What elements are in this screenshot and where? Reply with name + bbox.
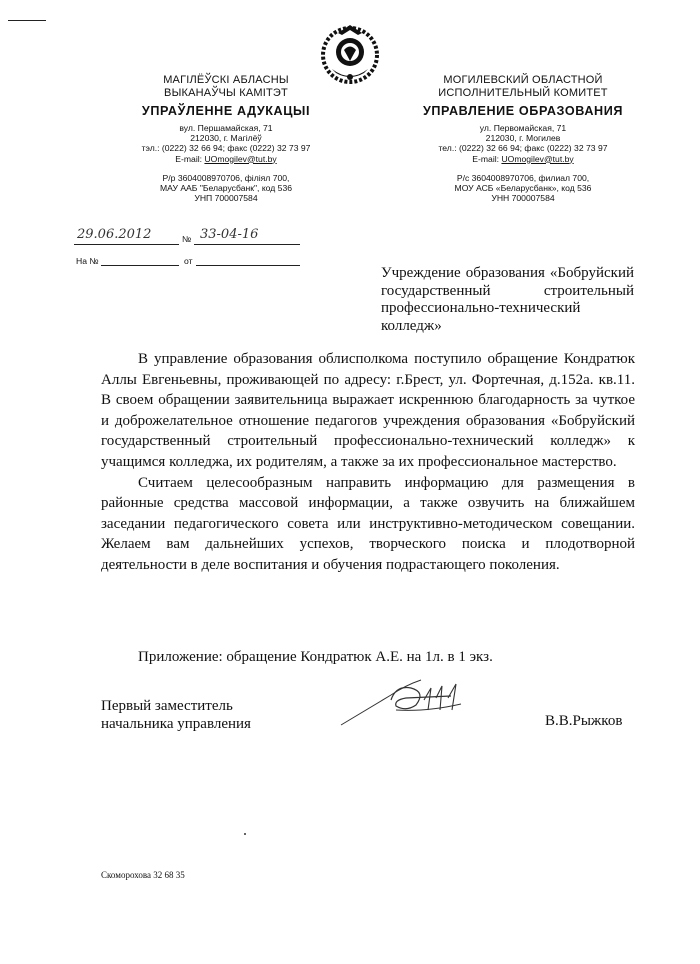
header-right-address-line1: ул. Первомайская, 71 xyxy=(479,123,567,133)
body-paragraph-2: Считаем целесообразным направить информацию для размещения в районные средства массовой информации, а также озвучить на ближайшем заседании педагогического совета или инструктивно-методическом совещании. Желаем вам дальнейших успехов, творческого поиска и плодотворной деятельности в деле воспитания и обучения подрастающего поколения. xyxy=(101,474,635,573)
incoming-date-label: от xyxy=(184,256,193,266)
header-left-email-label: E-mail: xyxy=(175,153,205,164)
incoming-date-line xyxy=(196,265,300,266)
handwritten-number: 33-04-16 xyxy=(200,227,259,242)
addressee: Учреждение образования «Бобруйский государственный строительный профессионально-технический колледж» xyxy=(381,265,634,334)
header-left-dept: УПРАЎЛЕННЕ АДУКАЦЫІ xyxy=(141,104,311,118)
signatory-title-line1: Первый заместитель xyxy=(101,698,233,714)
header-right-bank-line1: Р/с 3604008970706, филиал 700, xyxy=(456,172,590,183)
stray-dot xyxy=(244,833,246,835)
signatory-title xyxy=(101,697,251,733)
header-right-email-label: E-mail: xyxy=(472,153,502,164)
header-left-phone: тэл.: (0222) 32 66 94; факс (0222) 32 73 97 xyxy=(141,143,311,154)
header-left-bank-line2: МАУ ААБ "Беларусбанк", код 536 xyxy=(159,183,293,194)
header-right-bank-line3: УНН 700007584 xyxy=(491,193,555,204)
top-margin-line xyxy=(8,20,46,21)
incoming-number-line xyxy=(101,265,179,266)
appendix-line: Приложение: обращение Кондратюк А.Е. на 1л. в 1 экз. xyxy=(138,649,493,665)
header-left xyxy=(92,74,360,203)
header-right xyxy=(389,74,657,203)
header-left-email-link[interactable]: UOmogilev@tut.by xyxy=(204,153,277,164)
incoming-number-label: На № xyxy=(76,256,99,266)
letter-body xyxy=(101,349,635,576)
header-right-phone: тел.: (0222) 32 66 94; факс (0222) 32 73 97 xyxy=(438,143,608,154)
header-left-org-line2: ВЫКАНАЎЧЫ КАМІТЭТ xyxy=(164,87,288,99)
outgoing-number-label: № xyxy=(182,234,192,244)
header-right-address-line2: 212030, г. Могилев xyxy=(485,133,561,144)
handwritten-date: 29.06.2012 xyxy=(77,227,152,242)
body-paragraph-1: В управление образования облисполкома поступило обращение Кондратюк Аллы Евгеньевны, проживающей по адресу: г.Брест, ул. Фортечная, д.152а. кв.11. В своем обращении заявительница выражает искреннюю благодарность за чуткое и доброжелательное отношение педагогов учреждения образования «Бобруйский государственный строительный профессионально-технический колледж» к учащимся колледжа, их родителям, а также за их профессиональное мастерство. xyxy=(101,351,635,470)
header-left-bank-line3: УНП 700007584 xyxy=(194,193,258,204)
executor-footer: Скоморохова 32 68 35 xyxy=(101,870,185,880)
header-right-email-link[interactable]: UOmogilev@tut.by xyxy=(501,153,574,164)
header-right-org-line1: МОГИЛЕВСКИЙ ОБЛАСТНОЙ xyxy=(443,74,603,86)
header-right-bank-line2: МОУ АСБ «Беларусбанк», код 536 xyxy=(454,183,592,194)
header-left-org-line1: МАГІЛЁЎСКІ АБЛАСНЫ xyxy=(163,74,289,86)
header-right-dept: УПРАВЛЕНИЕ ОБРАЗОВАНИЯ xyxy=(422,104,624,118)
date-line xyxy=(74,244,179,245)
signatory-name: В.В.Рыжков xyxy=(545,713,623,729)
header-left-address-line1: вул. Першамайская, 71 xyxy=(179,123,273,133)
header-left-bank-line1: Р/р 3604008970706, філіял 700, xyxy=(162,172,290,183)
header-left-address-line2: 212030, г. Магілёў xyxy=(190,133,262,144)
signatory-title-line2: начальника управления xyxy=(101,716,251,732)
number-line xyxy=(194,244,300,245)
header-right-org-line2: ИСПОЛНИТЕЛЬНЫЙ КОМИТЕТ xyxy=(438,87,608,99)
handwritten-signature-icon xyxy=(336,670,471,732)
